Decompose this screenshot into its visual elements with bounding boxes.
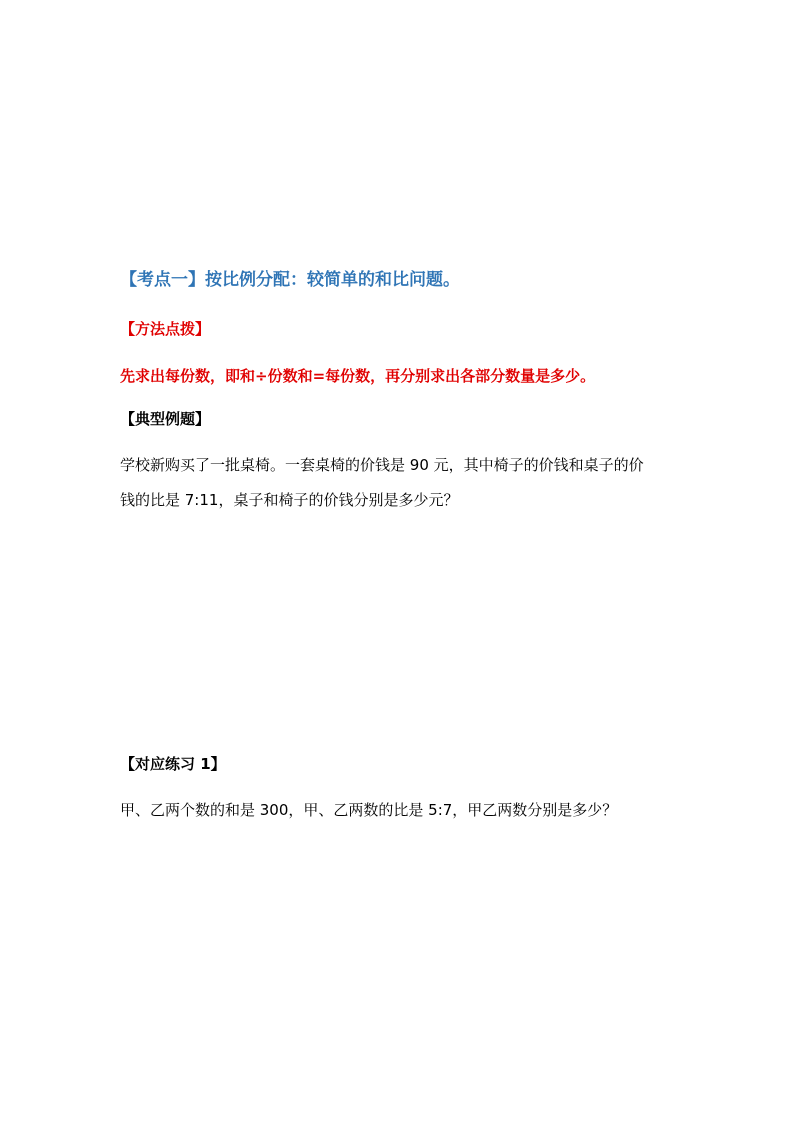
practice-problem: 甲、乙两个数的和是 300，甲、乙两数的比是 5:7，甲乙两数分别是多少？: [120, 801, 618, 819]
practice-label: 【对应练习 1】: [120, 755, 226, 773]
section-heading: 【考点一】按比例分配：较简单的和比问题。: [120, 270, 460, 290]
method-tip-label: 【方法点拨】: [120, 320, 211, 338]
example-problem-line-1: 学校新购买了一批桌椅。一套桌椅的价钱是 90 元，其中椅子的价钱和桌子的价: [120, 456, 644, 474]
example-problem-line-2: 钱的比是 7:11，桌子和椅子的价钱分别是多少元？: [120, 491, 459, 509]
method-tip-text: 先求出每份数，即和÷份数和=每份数，再分别求出各部分数量是多少。: [120, 367, 596, 385]
example-label: 【典型例题】: [120, 410, 211, 428]
